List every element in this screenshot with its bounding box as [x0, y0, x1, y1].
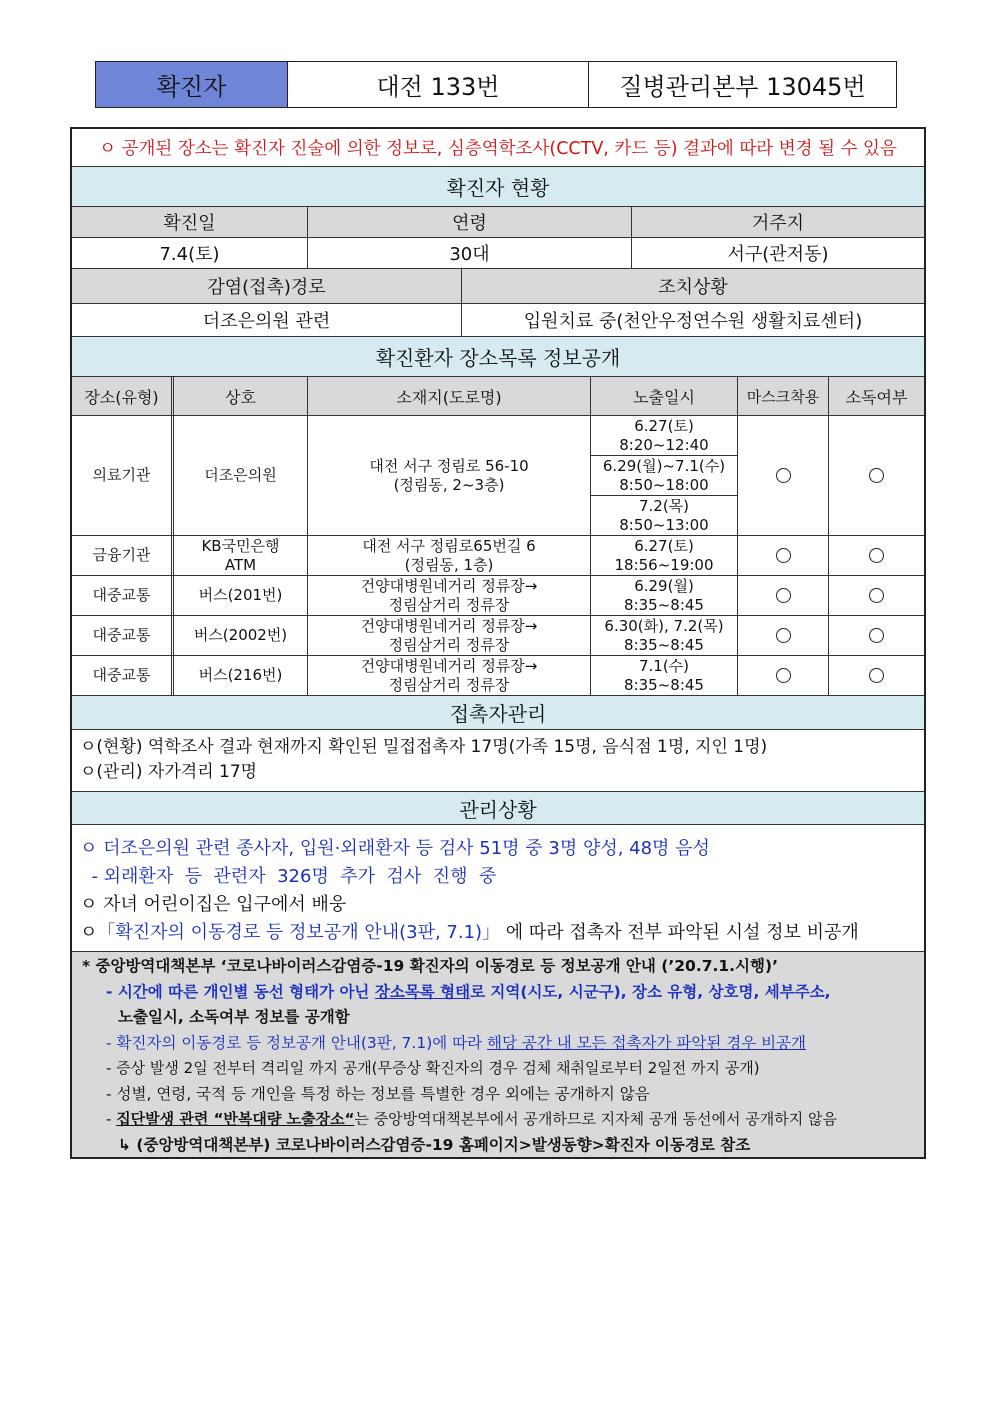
exposure-date: 6.29(월)	[634, 576, 694, 595]
circle-mark-icon	[776, 628, 791, 643]
exposure-date: 7.2(목)	[638, 496, 690, 515]
footnote-title: * 중앙방역대책본부 ‘코로나바이러스감염증-19 확진자의 이동경로 등 정보공개 안내 (’20.7.1.시행)’	[82, 957, 778, 975]
national-case-number: 질병관리본부 13045번	[619, 73, 866, 101]
circle-mark-icon	[869, 588, 884, 603]
footnote-lines	[72, 952, 924, 1157]
confirm-date-header: 확진일	[72, 207, 308, 237]
status-value-row	[72, 238, 924, 269]
business-name-line1: KB국민은행	[201, 536, 280, 555]
address	[308, 616, 591, 655]
footnote-line-4: - 성별, 연령, 국적 등 개인을 특정 하는 정보를 특별한 경우 외에는 공개하지 않음	[106, 1084, 650, 1103]
circle-mark-icon	[776, 468, 791, 483]
additional-test-line: - 외래환자 등 관련자 326명 추가 검사 진행 중	[80, 866, 497, 887]
business-name-line2: ATM	[224, 555, 257, 574]
contact-status-line: ㅇ(현황) 역학조사 결과 현재까지 확인된 밀접접촉자 17명(가족 15명, 음식점 1명, 지인 1명)	[80, 737, 768, 757]
col-place-type: 장소(유형)	[72, 377, 174, 415]
disinfection-status	[829, 416, 924, 535]
places-section-title: 확진환자 장소목록 정보공개	[375, 346, 621, 370]
exposure-hours: 8:20~12:40	[619, 435, 709, 454]
circle-mark-icon	[869, 468, 884, 483]
age-header: 연령	[308, 207, 632, 237]
exposure-slot	[591, 456, 737, 496]
address-line2: (정림동, 2~3층)	[393, 475, 505, 494]
management-lines	[72, 825, 924, 951]
exposure-times	[591, 656, 738, 695]
disinfection-status	[829, 576, 924, 615]
route-header-row	[72, 269, 924, 304]
infection-route: 더조은의원 관련	[72, 304, 462, 336]
status-section-title: 확진자 현황	[446, 176, 550, 200]
circle-mark-icon	[776, 588, 791, 603]
business-name: 버스(201번)	[174, 576, 308, 615]
footnote-text: - 시간에 따른 개인별 동선 형태가 아닌	[106, 982, 375, 1001]
mask-status	[738, 576, 829, 615]
bullet: ㅇ	[80, 922, 98, 943]
footnote-line-5	[82, 1107, 914, 1133]
route-value-row	[72, 304, 924, 337]
address-line1: 건양대병원네거리 정류장→	[360, 656, 538, 675]
place-type: 의료기관	[72, 416, 174, 535]
address	[308, 536, 591, 575]
table-row	[72, 416, 924, 536]
exposure-slot	[591, 416, 737, 456]
nondisclosure-text: 에 따라 접촉자 전부 파악된 시설 정보 비공개	[500, 922, 859, 943]
contact-section-body	[72, 730, 924, 792]
exposure-times	[591, 576, 738, 615]
footnote-line-3: - 증상 발생 2일 전부터 격리일 까지 공개(무증상 확진자의 경우 검체 채취일로부터 2일전 까지 공개)	[106, 1059, 760, 1077]
business-name: 버스(216번)	[174, 656, 308, 695]
action-status-header: 조치상황	[658, 277, 728, 298]
contact-section-title: 접촉자관리	[449, 702, 547, 726]
residence-header: 거주지	[751, 213, 805, 234]
footnote-underline: 장소목록 형태	[374, 982, 471, 1001]
local-case-number: 대전 133번	[288, 62, 589, 107]
case-label: 확진자	[96, 62, 288, 107]
address-line1: 대전 서구 정림로 56-10	[369, 456, 529, 475]
address-line2: 정림삼거리 정류장	[388, 595, 510, 614]
footnote-section	[72, 952, 924, 1157]
footnote-text: 로 지역(시도, 시군구), 장소 유형, 상호명, 세부주소,	[470, 982, 831, 1001]
address	[308, 576, 591, 615]
case-header	[95, 61, 897, 108]
circle-mark-icon	[869, 668, 884, 683]
footnote-line-1	[82, 980, 914, 1006]
contact-lines	[72, 730, 924, 791]
address	[308, 656, 591, 695]
contact-section-title-row	[72, 696, 924, 730]
exposure-date: 6.27(토)	[634, 416, 694, 435]
address	[308, 416, 591, 535]
mask-status	[738, 416, 829, 535]
nondisclosure-line	[80, 919, 916, 947]
address-line2: 정림삼거리 정류장	[388, 675, 510, 694]
business-name	[174, 536, 308, 575]
footnote-line-1b: 노출일시, 소독여부 정보를 공개함	[118, 1008, 350, 1026]
exposure-hours: 8:35~8:45	[624, 635, 704, 654]
circle-mark-icon	[776, 668, 791, 683]
management-section-body	[72, 825, 924, 952]
col-business-name: 상호	[174, 377, 308, 415]
residence: 서구(관저동)	[727, 244, 829, 265]
address-line1: 건양대병원네거리 정류장→	[360, 616, 538, 635]
exposure-hours: 8:35~8:45	[624, 675, 704, 694]
exposure-hours: 8:35~8:45	[624, 595, 704, 614]
table-row	[72, 536, 924, 576]
footnote-text: -	[106, 1110, 117, 1128]
exposure-times	[591, 416, 738, 535]
address-line1: 건양대병원네거리 정류장→	[360, 576, 538, 595]
exposure-hours: 8:50~18:00	[619, 475, 709, 494]
exposure-date: 7.1(수)	[638, 656, 690, 675]
table-row	[72, 616, 924, 656]
exposure-times	[591, 536, 738, 575]
mask-status	[738, 656, 829, 695]
status-header-row	[72, 207, 924, 238]
col-exposure-time: 노출일시	[591, 377, 738, 415]
business-name: 버스(2002번)	[174, 616, 308, 655]
mask-status	[738, 616, 829, 655]
footnote-underline: 해당 공간 내 모든 접촉자가 파악된 경우 비공개	[487, 1033, 807, 1052]
action-status: 입원치료 중(천안우정연수원 생활치료센터)	[523, 311, 863, 332]
exposure-date: 6.27(토)	[634, 536, 694, 555]
confirm-date: 7.4(토)	[72, 238, 308, 268]
infection-route-header: 감염(접촉)경로	[72, 269, 462, 303]
address-line1: 대전 서구 정림로65번길 6	[362, 536, 536, 555]
disinfection-status	[829, 616, 924, 655]
address-line2: (정림동, 1층)	[404, 555, 494, 574]
disinfection-status	[829, 656, 924, 695]
footnote-underline: 집단발생 관련 “반복대량 노출장소“	[116, 1110, 355, 1128]
status-section-title-row	[72, 167, 924, 207]
mask-status	[738, 536, 829, 575]
exposure-slot	[591, 496, 737, 535]
circle-mark-icon	[869, 628, 884, 643]
daycare-line: ㅇ 자녀 어린이집은 입구에서 배웅	[80, 894, 347, 915]
management-section-title-row	[72, 792, 924, 825]
place-type: 금융기관	[72, 536, 174, 575]
table-row	[72, 656, 924, 696]
place-type: 대중교통	[72, 616, 174, 655]
disclosure-notice: ㅇ 공개된 장소는 확진자 진술에 의한 정보로, 심층역학조사(CCTV, 카드 등) 결과에 따라 변경 될 수 있음	[99, 139, 897, 159]
exposure-hours: 8:50~13:00	[619, 515, 709, 534]
place-type: 대중교통	[72, 656, 174, 695]
col-mask: 마스크착용	[738, 377, 829, 415]
exposure-times	[591, 616, 738, 655]
contact-management-line: ㅇ(관리) 자가격리 17명	[80, 762, 258, 782]
places-header-row	[72, 377, 924, 416]
place-type: 대중교통	[72, 576, 174, 615]
col-disinfection: 소독여부	[845, 387, 908, 407]
table-row	[72, 576, 924, 616]
exposure-date: 6.30(화), 7.2(목)	[604, 616, 724, 635]
age-group: 30대	[308, 238, 632, 268]
address-line2: 정림삼거리 정류장	[388, 635, 510, 654]
exposure-hours: 18:56~19:00	[614, 555, 714, 574]
case-info-table	[70, 127, 926, 1159]
col-address: 소재지(도로명)	[308, 377, 591, 415]
circle-mark-icon	[869, 548, 884, 563]
places-section-title-row	[72, 337, 924, 377]
test-result-line: ㅇ 더조은의원 관련 종사자, 입원·외래환자 등 검사 51명 중 3명 양성, 48명 음성	[80, 838, 710, 859]
footnote-line-2	[82, 1031, 914, 1057]
disinfection-status	[829, 536, 924, 575]
circle-mark-icon	[776, 548, 791, 563]
notice-row	[72, 129, 924, 167]
business-name: 더조은의원	[174, 416, 308, 535]
exposure-date: 6.29(월)~7.1(수)	[602, 456, 726, 475]
footnote-line-6: ↳ (중앙방역대책본부) 코로나바이러스감염증-19 홈페이지>발생동향>확진자 이동경로 참조	[118, 1135, 751, 1154]
footnote-text: - 확진자의 이동경로 등 정보공개 안내(3판, 7.1)에 따라	[106, 1033, 488, 1052]
guideline-reference: 「확진자의 이동경로 등 정보공개 안내(3판, 7.1)」	[97, 922, 501, 943]
footnote-text: 는 중앙방역대책본부에서 공개하므로 지자체 공개 동선에서 공개하지 않음	[354, 1110, 838, 1128]
management-section-title: 관리상황	[459, 797, 537, 822]
